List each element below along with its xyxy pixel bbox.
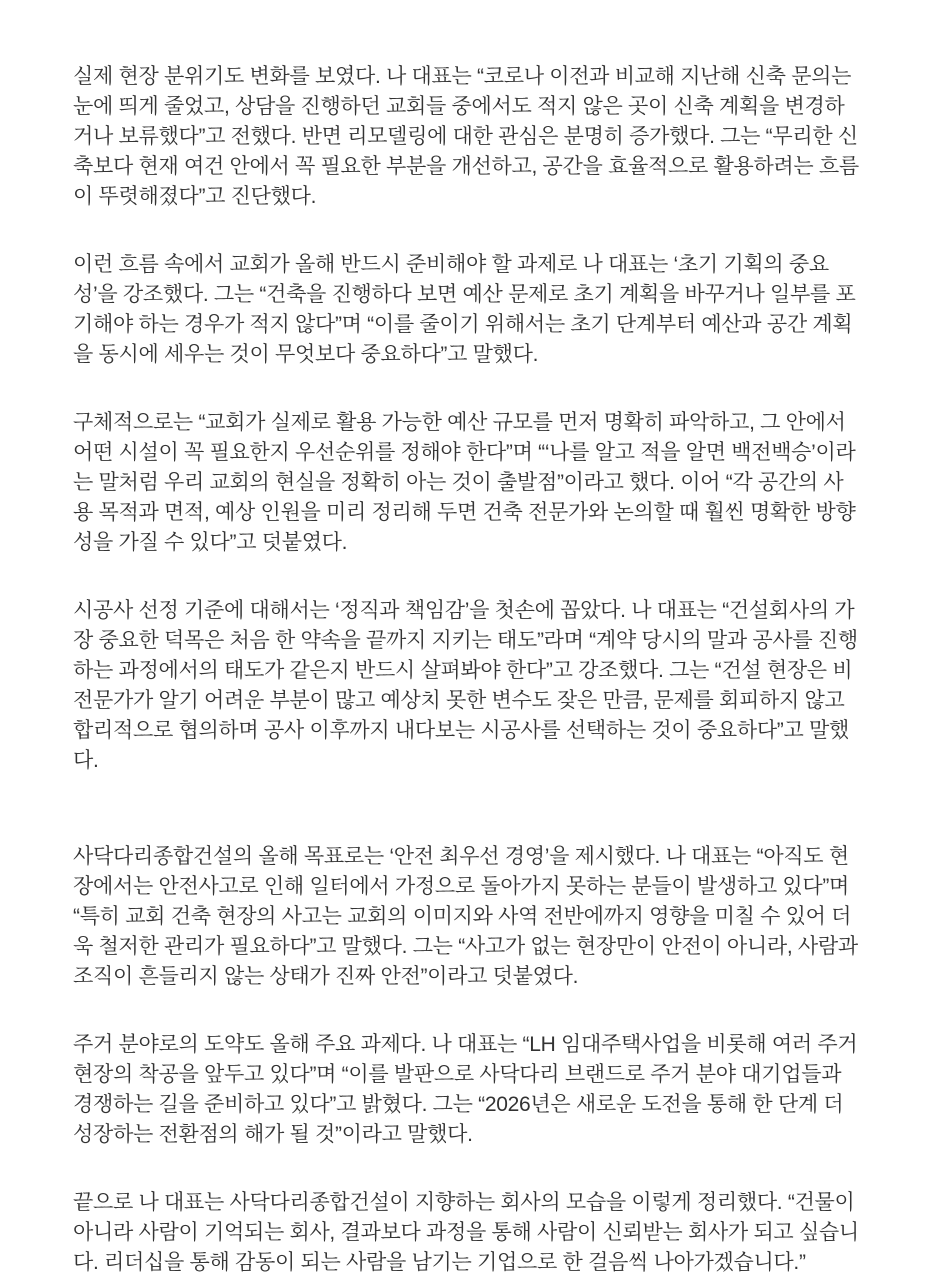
article-paragraph: 실제 현장 분위기도 변화를 보였다. 나 대표는 “코로나 이전과 비교해 지난해 신축 문의는 눈에 띄게 줄었고, 상담을 진행하던 교회들 중에서도 적지 않은 곳이 신축 계획을 변경하거나 보류했다”고 전했다. 반면 리모델링에 대한 관심은 분명히 증가했다. 그는 “무리한 신축보다 현재 여건 안에서 꼭 필요한 부분을 개선하고, 공간을 효율적으로 활용하려는 흐름이 뚜렷해졌다”고 진단했다. <box>73 65 859 208</box>
article-paragraph: 끝으로 나 대표는 사닥다리종합건설이 지향하는 회사의 모습을 이렇게 정리했다. “건물이 아니라 사람이 기억되는 회사, 결과보다 과정을 통해 사람이 신뢰받는 회사가 되고 싶습니다. 리더십을 통해 감동이 되는 사람을 남기는 기업으로 한 걸음씩 나아가겠습니다.” <box>73 1191 859 1274</box>
article-paragraph: 이런 흐름 속에서 교회가 올해 반드시 준비해야 할 과제로 나 대표는 ‘초기 기획의 중요성’을 강조했다. 그는 “건축을 진행하다 보면 예산 문제로 초기 계획을 바꾸거나 일부를 포기해야 하는 경우가 적지 않다”며 “이를 줄이기 위해서는 초기 단계부터 예산과 공간 계획을 동시에 세우는 것이 무엇보다 중요하다”고 말했다. <box>73 253 856 366</box>
article-paragraph: 주거 분야로의 도약도 올해 주요 과제다. 나 대표는 “LH 임대주택사업을 비롯해 여러 주거 현장의 착공을 앞두고 있다”며 “이를 발판으로 사닥다리 브랜드로 주거 분야 대기업들과 경쟁하는 길을 준비하고 있다”고 밝혔다. 그는 “2026년은 새로운 도전을 통해 한 단계 더 성장하는 전환점의 해가 될 것”이라고 말했다. <box>73 1033 858 1146</box>
article-paragraph: 구체적으로는 “교회가 실제로 활용 가능한 예산 규모를 먼저 명확히 파악하고, 그 안에서 어떤 시설이 꼭 필요한지 우선순위를 정해야 한다”며 “‘나를 알고 적을 알면 백전백승’이라는 말처럼 우리 교회의 현실을 정확히 아는 것이 출발점”이라고 했다. 이어 “각 공간의 사용 목적과 면적, 예상 인원을 미리 정리해 두면 건축 전문가와 논의할 때 훨씬 명확한 방향성을 가질 수 있다”고 덧붙였다. <box>73 411 856 554</box>
article-paragraph: 사닥다리종합건설의 올해 목표로는 ‘안전 최우선 경영’을 제시했다. 나 대표는 “아직도 현장에서는 안전사고로 인해 일터에서 가정으로 돌아가지 못하는 분들이 발생하고 있다”며 “특히 교회 건축 현장의 사고는 교회의 이미지와 사역 전반에까지 영향을 미칠 수 있어 더욱 철저한 관리가 필요하다”고 말했다. 그는 “사고가 없는 현장만이 안전이 아니라, 사람과 조직이 흔들리지 않는 상태가 진짜 안전”이라고 덧붙였다. <box>73 845 858 988</box>
article-paragraph: 시공사 선정 기준에 대해서는 ‘정직과 책임감’을 첫손에 꼽았다. 나 대표는 “건설회사의 가장 중요한 덕목은 처음 한 약속을 끝까지 지키는 태도”라며 “계약 당시의 말과 공사를 진행하는 과정에서의 태도가 같은지 반드시 살펴봐야 한다”고 강조했다. 그는 “건설 현장은 비전문가가 알기 어려운 부분이 많고 예상치 못한 변수도 잦은 만큼, 문제를 회피하지 않고 합리적으로 협의하며 공사 이후까지 내다보는 시공사를 선택하는 것이 중요하다”고 말했다. <box>73 599 858 772</box>
